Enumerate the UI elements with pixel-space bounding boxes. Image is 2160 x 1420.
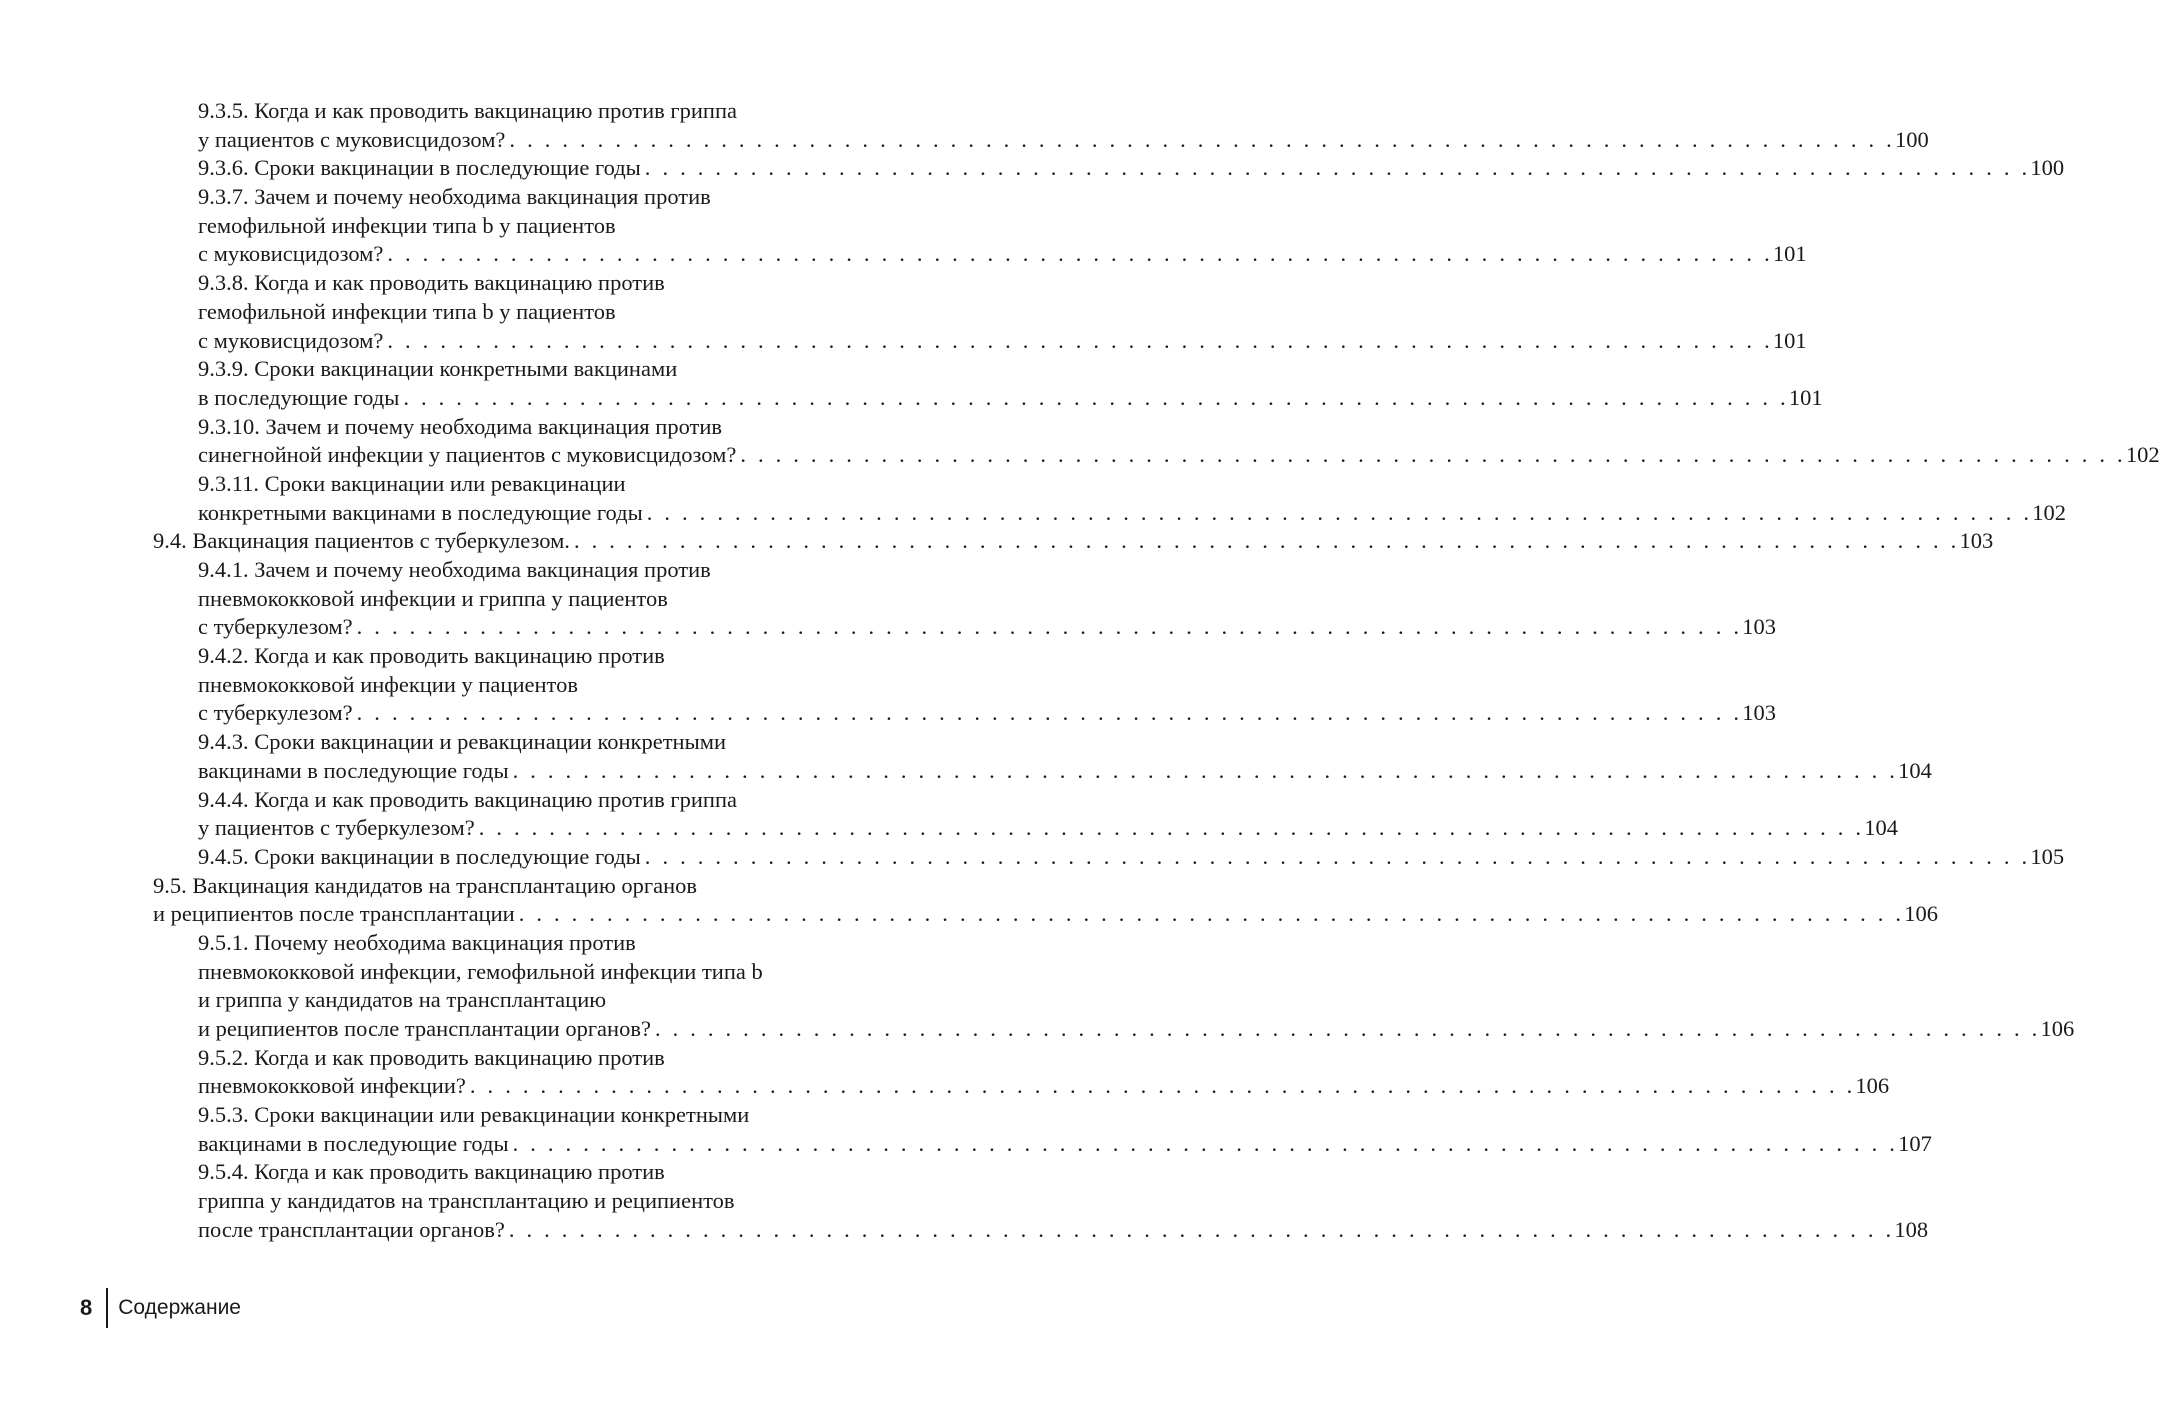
toc-page-number: 106 — [1904, 901, 1938, 927]
toc-entry-text: вакцинами в последующие годы — [198, 1130, 509, 1156]
toc-entry-text: у пациентов с туберкулезом? — [198, 815, 475, 841]
toc-page-number: 103 — [1742, 614, 1776, 640]
leader-dots: . . . . . . . . . . . . . . . . . . . . . . . . . . . . . . . . . . . . . . . . . . . . . . . . . . . . . . . . . . . . . . . . . . . . . . . . . . . . . . . — [573, 528, 1960, 554]
toc-entry-last-line — [198, 154, 2065, 183]
toc-page-number: 106 — [2040, 1016, 2075, 1041]
toc-entry-line: гриппа у кандидатов на трансплантацию и реципиентов — [198, 1188, 735, 1214]
toc-entry-line: 9.3.7. Зачем и почему необходима вакцинация против — [198, 184, 711, 210]
toc-page-number: 102 — [2125, 442, 2160, 468]
toc-entry — [0, 154, 2065, 183]
leader-dots: . . . . . . . . . . . . . . . . . . . . . . . . . . . . . . . . . . . . . . . . . . . . . . . . . . . . . . . . . . . . . . . . . . . . . . . . . . . . . . . — [740, 442, 2126, 468]
leader-dots: . . . . . . . . . . . . . . . . . . . . . . . . . . . . . . . . . . . . . . . . . . . . . . . . . . . . . . . . . . . . . . . . . . . . . . . . . . . . . . . — [644, 155, 2031, 181]
toc-entry-last-line — [198, 327, 1807, 356]
toc-entry-line: 9.4.1. Зачем и почему необходима вакцинация против — [198, 557, 711, 582]
toc-entry-text: и реципиентов после трансплантации — [153, 901, 515, 927]
toc-entry — [0, 470, 2067, 527]
toc-entry-text: с муковисцидозом? — [198, 327, 384, 353]
toc-entry — [0, 1044, 1890, 1101]
toc-entry-last-line — [198, 240, 1807, 269]
toc-entry-text: с туберкулезом? — [198, 614, 353, 640]
toc-entry — [0, 183, 1807, 269]
running-title: Содержание — [118, 1296, 241, 1319]
leader-dots: . . . . . . . . . . . . . . . . . . . . . . . . . . . . . . . . . . . . . . . . . . . . . . . . . . . . . . . . . . . . . . . . . . . . . . . . . . . . . . . — [356, 700, 1743, 726]
toc-entry-line: гемофильной инфекции типа b у пациентов — [198, 298, 616, 324]
leader-dots: . . . . . . . . . . . . . . . . . . . . . . . . . . . . . . . . . . . . . . . . . . . . . . . . . . . . . . . . . . . . . . . . . . . . . . . . . . . . . . . — [469, 1073, 1856, 1099]
toc-entry-last-line — [198, 613, 1776, 642]
toc-entry-text: вакцинами в последующие годы — [198, 757, 509, 783]
toc-entry-text: после трансплантации органов? — [198, 1216, 505, 1242]
toc-entry — [0, 1101, 1932, 1158]
toc-entry-line: и гриппа у кандидатов на трансплантацию — [198, 987, 607, 1013]
toc-page-number: 101 — [1788, 384, 1823, 410]
toc-entry-last-line — [198, 699, 1776, 728]
footer-divider — [106, 1288, 108, 1328]
toc-entry-line: пневмококковой инфекции, гемофильной инфекции типа b — [198, 958, 763, 984]
toc-entry — [0, 269, 1807, 355]
toc-entry-last-line — [198, 843, 2065, 872]
leader-dots: . . . . . . . . . . . . . . . . . . . . . . . . . . . . . . . . . . . . . . . . . . . . . . . . . . . . . . . . . . . . . . . . . . . . . . . . . . . . . . . — [512, 1130, 1899, 1156]
toc-entry-line: 9.4.2. Когда и как проводить вакцинацию против — [198, 643, 665, 669]
table-of-contents — [0, 97, 2160, 1245]
leader-dots: . . . . . . . . . . . . . . . . . . . . . . . . . . . . . . . . . . . . . . . . . . . . . . . . . . . . . . . . . . . . . . . . . . . . . . . . . . . . . . . — [644, 843, 2031, 869]
toc-entry — [0, 929, 2075, 1044]
toc-entry-line: 9.5. Вакцинация кандидатов на трансплантацию органов — [153, 872, 698, 898]
leader-dots: . . . . . . . . . . . . . . . . . . . . . . . . . . . . . . . . . . . . . . . . . . . . . . . . . . . . . . . . . . . . . . . . . . . . . . . . . . . . . . . — [512, 757, 1899, 783]
toc-entry-line: 9.3.11. Сроки вакцинации или ревакцинации — [198, 470, 626, 496]
leader-dots: . . . . . . . . . . . . . . . . . . . . . . . . . . . . . . . . . . . . . . . . . . . . . . . . . . . . . . . . . . . . . . . . . . . . . . . . . . . . . . . — [478, 815, 1865, 841]
toc-entry-last-line — [198, 499, 2067, 528]
toc-entry-text: 9.3.6. Сроки вакцинации в последующие годы — [198, 155, 641, 181]
toc-entry — [0, 843, 2065, 872]
toc-entry — [0, 786, 1898, 843]
toc-entry — [0, 642, 1776, 728]
toc-entry-text: у пациентов с муковисцидозом? — [198, 126, 506, 152]
toc-entry-line: 9.3.10. Зачем и почему необходима вакцинация против — [198, 413, 723, 439]
toc-entry-last-line — [153, 900, 1938, 929]
toc-entry-line: гемофильной инфекции типа b у пациентов — [198, 212, 616, 238]
toc-page-number: 103 — [1742, 700, 1776, 726]
leader-dots: . . . . . . . . . . . . . . . . . . . . . . . . . . . . . . . . . . . . . . . . . . . . . . . . . . . . . . . . . . . . . . . . . . . . . . . . . . . . . . . — [509, 126, 1895, 152]
toc-entry-line: 9.3.9. Сроки вакцинации конкретными вакцинами — [198, 356, 678, 382]
page-footer — [80, 1288, 241, 1328]
toc-entry-last-line — [198, 441, 2160, 470]
toc-entry-line: 9.3.5. Когда и как проводить вакцинацию против гриппа — [198, 98, 738, 123]
leader-dots: . . . . . . . . . . . . . . . . . . . . . . . . . . . . . . . . . . . . . . . . . . . . . . . . . . . . . . . . . . . . . . . . . . . . . . . . . . . . . . . — [518, 901, 1905, 927]
toc-entry-last-line — [198, 1216, 1929, 1245]
toc-entry — [0, 872, 1938, 929]
toc-page-number: 100 — [1894, 126, 1929, 152]
toc-entry-line: 9.5.4. Когда и как проводить вакцинацию против — [198, 1159, 665, 1185]
toc-entry-last-line — [198, 1015, 2075, 1044]
leader-dots: . . . . . . . . . . . . . . . . . . . . . . . . . . . . . . . . . . . . . . . . . . . . . . . . . . . . . . . . . . . . . . . . . . . . . . . . . . . . . . . — [654, 1016, 2041, 1041]
toc-entry — [0, 413, 2160, 470]
toc-entry — [0, 527, 1994, 556]
toc-entry — [0, 1158, 1929, 1244]
toc-entry-line: пневмококковой инфекции у пациентов — [198, 671, 578, 697]
leader-dots: . . . . . . . . . . . . . . . . . . . . . . . . . . . . . . . . . . . . . . . . . . . . . . . . . . . . . . . . . . . . . . . . . . . . . . . . . . . . . . . — [387, 327, 1773, 353]
toc-entry — [0, 556, 1776, 642]
toc-entry-text: 9.4. Вакцинация пациентов с туберкулезом. — [153, 528, 570, 554]
toc-entry-text: в последующие годы — [198, 384, 400, 410]
toc-page-number: 101 — [1772, 241, 1807, 267]
leader-dots: . . . . . . . . . . . . . . . . . . . . . . . . . . . . . . . . . . . . . . . . . . . . . . . . . . . . . . . . . . . . . . . . . . . . . . . . . . . . . . . — [387, 241, 1773, 267]
toc-entry-last-line — [153, 527, 1994, 556]
toc-entry — [0, 97, 1929, 154]
toc-entry-last-line — [198, 814, 1898, 843]
toc-page-number: 107 — [1898, 1130, 1932, 1156]
toc-page-number: 105 — [2030, 843, 2065, 869]
toc-entry-text: конкретными вакцинами в последующие годы — [198, 499, 643, 525]
toc-entry-last-line — [198, 384, 1823, 413]
toc-entry-text: и реципиентов после трансплантации органов? — [198, 1016, 651, 1041]
toc-page-number: 100 — [2030, 155, 2065, 181]
toc-entry-last-line — [198, 757, 1932, 786]
toc-entry-text: синегнойной инфекции у пациентов с муковисцидозом? — [198, 442, 737, 468]
toc-entry-last-line — [198, 126, 1929, 155]
toc-entry-line: 9.3.8. Когда и как проводить вакцинацию против — [198, 270, 665, 296]
toc-entry-line: 9.4.4. Когда и как проводить вакцинацию против гриппа — [198, 786, 738, 812]
toc-page-number: 108 — [1894, 1216, 1929, 1242]
toc-entry-text: с туберкулезом? — [198, 700, 353, 726]
toc-page-number: 103 — [1959, 528, 1994, 554]
toc-entry-line: 9.5.1. Почему необходима вакцинация против — [198, 929, 636, 955]
toc-entry — [0, 728, 1932, 785]
leader-dots: . . . . . . . . . . . . . . . . . . . . . . . . . . . . . . . . . . . . . . . . . . . . . . . . . . . . . . . . . . . . . . . . . . . . . . . . . . . . . . . — [356, 614, 1743, 640]
leader-dots: . . . . . . . . . . . . . . . . . . . . . . . . . . . . . . . . . . . . . . . . . . . . . . . . . . . . . . . . . . . . . . . . . . . . . . . . . . . . . . . — [508, 1216, 1895, 1242]
toc-entry-text: с муковисцидозом? — [198, 241, 384, 267]
toc-entry-text: 9.4.5. Сроки вакцинации в последующие годы — [198, 843, 641, 869]
toc-page-number: 102 — [2032, 499, 2067, 525]
toc-entry-text: пневмококковой инфекции? — [198, 1073, 466, 1099]
toc-page-number: 106 — [1855, 1073, 1890, 1099]
page-number: 8 — [80, 1295, 93, 1320]
toc-entry-line: пневмококковой инфекции и гриппа у пациентов — [198, 585, 668, 611]
toc-entry — [0, 355, 1823, 412]
leader-dots: . . . . . . . . . . . . . . . . . . . . . . . . . . . . . . . . . . . . . . . . . . . . . . . . . . . . . . . . . . . . . . . . . . . . . . . . . . . . . . . — [403, 384, 1789, 410]
toc-page-number: 101 — [1772, 327, 1807, 353]
toc-entry-last-line — [198, 1130, 1932, 1159]
toc-entry-line: 9.5.3. Сроки вакцинации или ревакцинации конкретными — [198, 1102, 750, 1128]
toc-entry-last-line — [198, 1072, 1890, 1101]
toc-page-number: 104 — [1898, 757, 1932, 783]
leader-dots: . . . . . . . . . . . . . . . . . . . . . . . . . . . . . . . . . . . . . . . . . . . . . . . . . . . . . . . . . . . . . . . . . . . . . . . . . . . . . . . — [646, 499, 2033, 525]
toc-entry-line: 9.4.3. Сроки вакцинации и ревакцинации конкретными — [198, 729, 726, 755]
toc-entry-line: 9.5.2. Когда и как проводить вакцинацию против — [198, 1044, 665, 1070]
toc-page-number: 104 — [1864, 815, 1898, 841]
